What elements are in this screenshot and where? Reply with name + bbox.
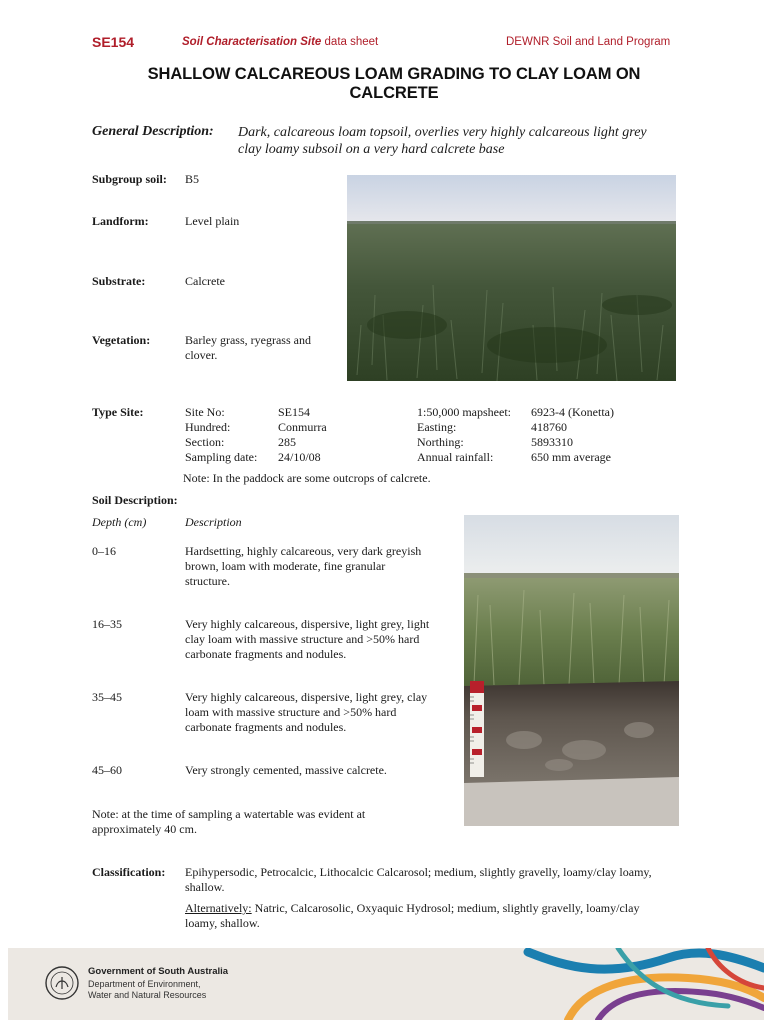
sheet-label-rest: data sheet	[324, 36, 379, 48]
rainfall-label: Annual rainfall:	[417, 450, 494, 464]
alternative-classification	[185, 901, 705, 931]
substrate-label: Substrate:	[92, 274, 146, 288]
horizon-3-line-2: loam with massive structure and >50% hard	[185, 705, 397, 719]
horizon-2-depth: 16–35	[92, 617, 122, 631]
government-name: Government of South Australia	[88, 966, 229, 977]
title-line-2: CALCRETE	[349, 84, 439, 102]
soil-profile-photo	[464, 515, 679, 826]
classification-line-2: shallow.	[185, 880, 225, 894]
type-site-note: Note: In the paddock are some outcrops of calcrete.	[183, 471, 431, 485]
sheet-label	[182, 36, 378, 48]
easting-label: Easting:	[417, 420, 457, 434]
section-value: 285	[278, 435, 296, 449]
sheet-label-bold: Soil Characterisation Site	[182, 36, 322, 48]
horizon-1-line-2: brown, loam with moderate, fine granular	[185, 559, 386, 573]
horizon-4-line-1: Very strongly cemented, massive calcrete.	[185, 763, 387, 777]
classification-text	[185, 865, 705, 895]
horizon-2-description	[185, 617, 429, 662]
alternative-label: Alternatively:	[185, 901, 252, 915]
horizon-4-depth: 45–60	[92, 763, 122, 777]
hundred-value: Conmurra	[278, 420, 327, 434]
mapsheet-value: 6923-4 (Konetta)	[531, 405, 614, 419]
vegetation-value	[185, 333, 311, 363]
alternative-line-1	[185, 901, 705, 916]
page-title	[70, 65, 718, 103]
landform-label: Landform:	[92, 214, 149, 228]
department-line-1: Department of Environment,	[88, 979, 201, 989]
soil-profile-photo-graphic	[464, 515, 679, 826]
general-description-label: General Description:	[92, 124, 214, 139]
substrate-value: Calcrete	[185, 274, 225, 288]
description-header: Description	[185, 515, 242, 529]
horizon-3-line-1: Very highly calcareous, dispersive, light grey, clay	[185, 690, 428, 704]
horizon-3-depth: 35–45	[92, 690, 122, 704]
horizon-2-line-2: clay loam with massive structure and >50% hard	[185, 632, 420, 646]
alternative-line-2: loamy, shallow.	[185, 916, 260, 930]
mapsheet-label: 1:50,000 mapsheet:	[417, 405, 511, 419]
classification-label: Classification:	[92, 865, 166, 879]
vegetation-label: Vegetation:	[92, 333, 151, 347]
sa-government-crest-icon	[44, 965, 80, 1001]
sampling-date-value: 24/10/08	[278, 450, 321, 464]
vegetation-line-2: clover.	[185, 348, 218, 362]
general-description-line-2: clay loamy subsoil on a very hard calcrete base	[238, 142, 505, 157]
type-site-left-values	[278, 405, 327, 465]
subgroup-value: B5	[185, 172, 200, 186]
horizon-1-depth: 0–16	[92, 544, 116, 558]
general-description-text	[238, 124, 708, 158]
alternative-text: Natric, Calcarosolic, Oxyaquic Hydrosol; medium, slightly gravelly, loamy/clay	[251, 901, 640, 915]
depth-header: Depth (cm)	[92, 515, 147, 529]
program-label: DEWNR Soil and Land Program	[506, 36, 671, 48]
horizon-2-line-1: Very highly calcareous, dispersive, light grey, light	[185, 617, 430, 631]
site-no-value: SE154	[278, 405, 311, 419]
type-site-left-labels	[185, 405, 257, 465]
title-line-1: SHALLOW CALCAREOUS LOAM GRADING TO CLAY LOAM ON	[147, 65, 641, 83]
watertable-note-line-2: approximately 40 cm.	[92, 822, 197, 836]
section-label: Section:	[185, 435, 225, 449]
classification-line-1: Epihypersodic, Petrocalcic, Lithocalcic Calcarosol; medium, slightly gravelly, loamy/clay loamy,	[185, 865, 652, 879]
type-site-right-values	[531, 405, 614, 465]
horizon-3-description	[185, 690, 427, 735]
horizon-4-description	[185, 763, 387, 778]
sampling-date-label: Sampling date:	[185, 450, 258, 464]
rainfall-value: 650 mm average	[531, 450, 611, 464]
horizon-3-line-3: carbonate fragments and nodules.	[185, 720, 347, 734]
soil-description-label: Soil Description:	[92, 493, 178, 507]
subgroup-label: Subgroup soil:	[92, 172, 167, 186]
northing-value: 5893310	[531, 435, 573, 449]
vegetation-line-1: Barley grass, ryegrass and	[185, 333, 311, 347]
landscape-photo-graphic	[347, 175, 676, 381]
site-no-label: Site No:	[185, 405, 225, 419]
northing-label: Northing:	[417, 435, 464, 449]
site-code: SE154	[92, 34, 135, 50]
landscape-photo	[347, 175, 676, 381]
hundred-label: Hundred:	[185, 420, 231, 434]
watertable-note-line-1: Note: at the time of sampling a watertable was evident at	[92, 807, 366, 821]
horizon-1-line-1: Hardsetting, highly calcareous, very dark greyish	[185, 544, 422, 558]
horizon-2-line-3: carbonate fragments and nodules.	[185, 647, 347, 661]
general-description-line-1: Dark, calcareous loam topsoil, overlies very highly calcareous light grey	[238, 125, 647, 140]
easting-value: 418760	[531, 420, 567, 434]
horizon-1-description	[185, 544, 421, 589]
horizon-1-line-3: structure.	[185, 574, 230, 588]
type-site-label: Type Site:	[92, 405, 144, 419]
type-site-right-labels	[417, 405, 511, 465]
watertable-note	[92, 807, 365, 837]
department-line-2: Water and Natural Resources	[88, 990, 207, 1000]
landform-value: Level plain	[185, 214, 240, 228]
